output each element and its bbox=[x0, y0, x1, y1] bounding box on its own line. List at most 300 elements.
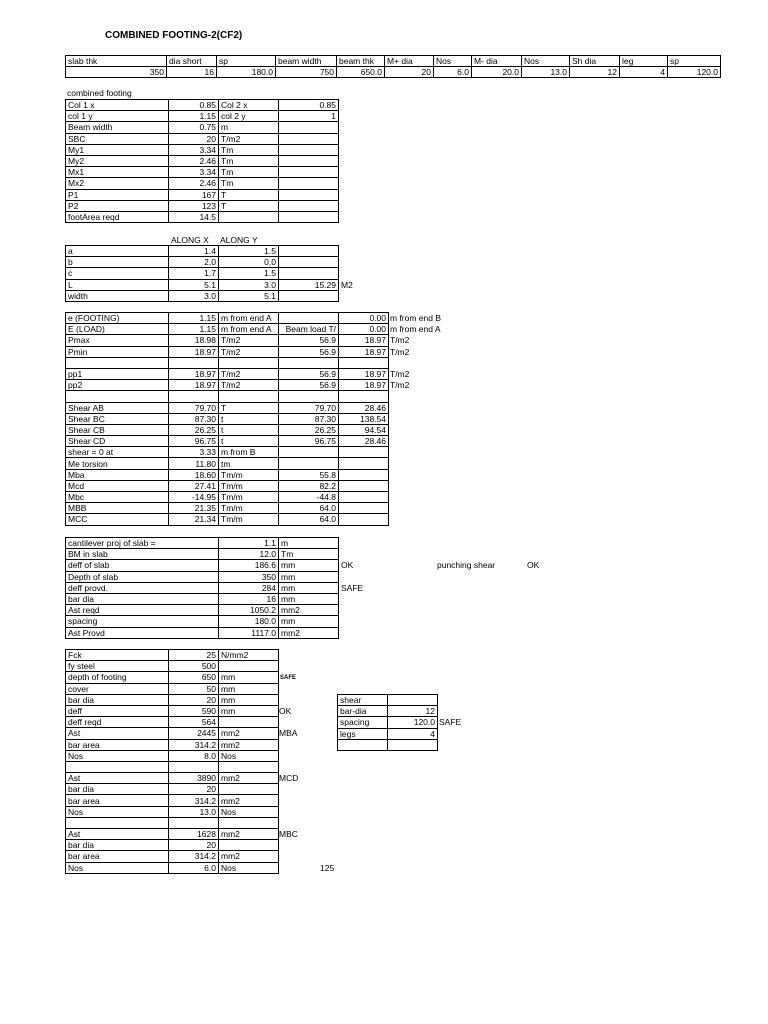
table-cell: bar-dia bbox=[338, 706, 388, 717]
along-y-header: ALONG Y bbox=[220, 235, 258, 245]
table-cell: 94.54 bbox=[339, 424, 389, 435]
table-row bbox=[66, 829, 279, 840]
table-cell bbox=[339, 357, 389, 368]
unit-label: T/m2 bbox=[390, 335, 410, 346]
unit-label: T/m2 bbox=[390, 369, 410, 379]
table-cell: Fck bbox=[66, 650, 169, 661]
table-row bbox=[338, 695, 438, 706]
table-cell: T/m2 bbox=[219, 380, 279, 391]
table-cell: Col 1 x bbox=[66, 100, 169, 111]
table-cell: 21.35 bbox=[169, 503, 219, 514]
table-cell: m from end A bbox=[219, 313, 279, 324]
table-cell: cantilever proj of slab = bbox=[66, 538, 219, 549]
table-cell: bar dia bbox=[66, 593, 219, 604]
table-cell bbox=[219, 840, 279, 851]
table-row bbox=[66, 806, 279, 817]
table-cell: 1628 bbox=[169, 829, 219, 840]
table-row bbox=[338, 706, 438, 717]
table-cell: 11.80 bbox=[169, 458, 219, 469]
table-row bbox=[66, 582, 339, 593]
unit-label: m from end B bbox=[390, 313, 442, 323]
table-cell: 25 bbox=[169, 650, 219, 661]
table-cell bbox=[279, 178, 339, 189]
header-label: slab thk bbox=[66, 56, 167, 67]
combined-footing-caption: combined footing bbox=[67, 88, 132, 98]
table-row bbox=[66, 391, 389, 402]
table-cell: tm bbox=[219, 458, 279, 469]
header-value: 750 bbox=[276, 67, 337, 78]
table-row bbox=[66, 514, 389, 525]
shear-reinforcement-table bbox=[337, 694, 438, 751]
table-cell: 1.15 bbox=[169, 313, 219, 324]
table-cell bbox=[219, 391, 279, 402]
table-cell: 56.9 bbox=[279, 335, 339, 346]
table-cell: 16 bbox=[219, 593, 279, 604]
table-cell: Ast bbox=[66, 728, 169, 739]
table-row bbox=[66, 480, 389, 491]
table-cell bbox=[279, 391, 339, 402]
table-cell: 28.46 bbox=[339, 402, 389, 413]
table-cell: Nos bbox=[219, 750, 279, 761]
table-row bbox=[66, 279, 339, 290]
table-cell: 6.0 bbox=[169, 862, 219, 873]
along-x-header: ALONG X bbox=[171, 235, 209, 245]
table-cell: mm2 bbox=[279, 627, 339, 638]
table-row bbox=[66, 133, 339, 144]
table-cell: BM in slab bbox=[66, 549, 219, 560]
table-cell: 2.0 bbox=[169, 257, 219, 268]
header-value: 12 bbox=[570, 67, 620, 78]
table-cell: L bbox=[66, 279, 169, 290]
table-cell: pp1 bbox=[66, 368, 169, 379]
table-cell: Tm bbox=[219, 155, 279, 166]
table-cell: t bbox=[219, 413, 279, 424]
shear-safe-label: SAFE bbox=[439, 717, 462, 727]
table-row bbox=[66, 503, 389, 514]
table-cell: 50 bbox=[169, 683, 219, 694]
table-cell: 284 bbox=[219, 582, 279, 593]
header-label: beam thk bbox=[337, 56, 385, 67]
table-cell: 5.1 bbox=[219, 290, 279, 301]
table-cell: footArea reqd bbox=[66, 211, 169, 222]
table-row bbox=[66, 268, 339, 279]
table-cell: e (FOOTING) bbox=[66, 313, 169, 324]
table-cell: Nos bbox=[219, 806, 279, 817]
table-cell: 167 bbox=[169, 189, 219, 200]
table-cell: Col 2 x bbox=[219, 100, 279, 111]
table-cell: 20 bbox=[169, 694, 219, 705]
table-cell bbox=[219, 717, 279, 728]
table-cell: -44.8 bbox=[279, 492, 339, 503]
table-cell: T bbox=[219, 189, 279, 200]
table-cell: width bbox=[66, 290, 169, 301]
table-row bbox=[66, 851, 279, 862]
table-cell: m bbox=[279, 538, 339, 549]
table-cell: 2445 bbox=[169, 728, 219, 739]
table-cell: 21.34 bbox=[169, 514, 219, 525]
table-cell: 18.98 bbox=[169, 335, 219, 346]
table-cell: bar area bbox=[66, 739, 169, 750]
table-row bbox=[66, 761, 279, 772]
table-cell: T bbox=[219, 200, 279, 211]
table-cell: 0.00 bbox=[339, 313, 389, 324]
table-cell: P1 bbox=[66, 189, 169, 200]
table-cell: 56.9 bbox=[279, 368, 339, 379]
table-cell: 1.7 bbox=[169, 268, 219, 279]
table-cell bbox=[339, 514, 389, 525]
table-cell bbox=[279, 268, 339, 279]
table-cell: P2 bbox=[66, 200, 169, 211]
table-cell: col 1 y bbox=[66, 111, 169, 122]
table-row bbox=[66, 458, 389, 469]
mba-label: MBA bbox=[279, 728, 298, 738]
table-cell bbox=[279, 458, 339, 469]
table-cell: mm bbox=[279, 582, 339, 593]
table-cell: 186.6 bbox=[219, 560, 279, 571]
table-row bbox=[66, 750, 279, 761]
table-cell: 0.00 bbox=[339, 324, 389, 335]
table-row bbox=[66, 290, 339, 301]
table-cell: spacing bbox=[338, 717, 388, 728]
table-cell: Tm/m bbox=[219, 469, 279, 480]
table-cell: 18.60 bbox=[169, 469, 219, 480]
table-cell: 650 bbox=[169, 672, 219, 683]
table-cell: m from B bbox=[219, 447, 279, 458]
table-cell: 1050.2 bbox=[219, 605, 279, 616]
table-cell: 28.46 bbox=[339, 436, 389, 447]
table-row bbox=[66, 200, 339, 211]
header-labels-row bbox=[66, 56, 721, 67]
table-cell: Ast Provd bbox=[66, 627, 219, 638]
table-cell: 3.0 bbox=[219, 279, 279, 290]
table-cell: Ast bbox=[66, 829, 169, 840]
table-cell: spacing bbox=[66, 616, 219, 627]
table-cell: mm bbox=[279, 616, 339, 627]
unit-label: T/m2 bbox=[390, 380, 410, 391]
table-cell: Tm/m bbox=[219, 492, 279, 503]
table-cell: 26.25 bbox=[169, 424, 219, 435]
table-cell: 3890 bbox=[169, 773, 219, 784]
table-cell bbox=[279, 133, 339, 144]
header-value: 20 bbox=[385, 67, 434, 78]
table-row bbox=[66, 167, 339, 178]
table-cell bbox=[169, 357, 219, 368]
table-cell bbox=[169, 761, 219, 772]
table-cell: 1.1 bbox=[219, 538, 279, 549]
table-cell: deff provd. bbox=[66, 582, 219, 593]
table-cell: 20 bbox=[169, 784, 219, 795]
table-cell: Nos bbox=[66, 862, 169, 873]
table-cell: Shear BC bbox=[66, 413, 169, 424]
table-cell: legs bbox=[338, 728, 388, 739]
table-cell: 18.97 bbox=[339, 368, 389, 379]
table-cell: bar area bbox=[66, 851, 169, 862]
table-cell: 1.4 bbox=[169, 246, 219, 257]
header-label: sp bbox=[217, 56, 276, 67]
table-cell: 0.85 bbox=[279, 100, 339, 111]
table-cell: 56.9 bbox=[279, 346, 339, 357]
table-cell: bar dia bbox=[66, 840, 169, 851]
table-cell: Ast reqd bbox=[66, 605, 219, 616]
deff-ok-label-2: OK bbox=[279, 706, 292, 716]
table-row bbox=[338, 728, 438, 739]
table-cell: col 2 y bbox=[219, 111, 279, 122]
table-cell bbox=[219, 817, 279, 828]
table-cell: Mbc bbox=[66, 492, 169, 503]
table-row bbox=[66, 324, 389, 335]
table-cell: mm2 bbox=[219, 773, 279, 784]
table-row bbox=[66, 155, 339, 166]
table-row bbox=[66, 246, 339, 257]
table-cell: Nos bbox=[219, 862, 279, 873]
table-row bbox=[66, 862, 279, 873]
table-cell: 15.29 bbox=[279, 279, 339, 290]
table-cell bbox=[169, 817, 219, 828]
table-cell: b bbox=[66, 257, 169, 268]
table-cell: 120.0 bbox=[388, 717, 438, 728]
table-cell: 79.70 bbox=[169, 402, 219, 413]
table-row bbox=[66, 402, 389, 413]
number-125: 125 bbox=[320, 863, 335, 873]
table-cell bbox=[279, 211, 339, 222]
table-cell bbox=[219, 357, 279, 368]
table-cell: mm2 bbox=[219, 795, 279, 806]
table-row bbox=[66, 549, 339, 560]
header-label: sp bbox=[668, 56, 721, 67]
table-cell: 20 bbox=[169, 840, 219, 851]
header-value: 16 bbox=[167, 67, 217, 78]
table-cell: Shear AB bbox=[66, 402, 169, 413]
table-row bbox=[66, 616, 339, 627]
header-value: 350 bbox=[66, 67, 167, 78]
table-cell: Beam width bbox=[66, 122, 169, 133]
table-cell bbox=[219, 784, 279, 795]
table-cell: -14.95 bbox=[169, 492, 219, 503]
page-title: COMBINED FOOTING-2(CF2) bbox=[105, 30, 243, 41]
table-cell: 2.46 bbox=[169, 178, 219, 189]
table-cell: 1.5 bbox=[219, 268, 279, 279]
table-row bbox=[66, 413, 389, 424]
header-label: Nos bbox=[434, 56, 472, 67]
table-cell bbox=[219, 661, 279, 672]
table-cell: 3.34 bbox=[169, 144, 219, 155]
table-cell: Nos bbox=[66, 806, 169, 817]
table-cell bbox=[219, 211, 279, 222]
table-row bbox=[66, 593, 339, 604]
table-cell: mm bbox=[279, 560, 339, 571]
table-row bbox=[66, 795, 279, 806]
table-cell: Tm bbox=[219, 167, 279, 178]
punching-ok-label: OK bbox=[527, 560, 540, 570]
table-cell bbox=[219, 761, 279, 772]
table-cell: 26.25 bbox=[279, 424, 339, 435]
table-cell: 27.41 bbox=[169, 480, 219, 491]
table-row bbox=[66, 728, 279, 739]
header-table bbox=[65, 55, 721, 78]
table-cell: 4 bbox=[388, 728, 438, 739]
table-cell: mm bbox=[279, 593, 339, 604]
table-cell: mm bbox=[279, 571, 339, 582]
table-cell: 18.97 bbox=[339, 380, 389, 391]
table-cell bbox=[338, 739, 388, 750]
header-label: M+ dia bbox=[385, 56, 434, 67]
mbc-label: MBC bbox=[279, 829, 298, 839]
header-label: Sh dia bbox=[570, 56, 620, 67]
table-cell bbox=[279, 144, 339, 155]
table-cell: Tm/m bbox=[219, 503, 279, 514]
table-cell: 500 bbox=[169, 661, 219, 672]
header-label: dia short bbox=[167, 56, 217, 67]
table-cell: mm2 bbox=[279, 605, 339, 616]
table-cell: mm bbox=[219, 672, 279, 683]
table-row bbox=[66, 424, 389, 435]
table-cell: shear bbox=[338, 695, 388, 706]
table-cell: N/mm2 bbox=[219, 650, 279, 661]
table-cell: 2.46 bbox=[169, 155, 219, 166]
header-value: 13.0 bbox=[522, 67, 570, 78]
table-cell: 1.15 bbox=[169, 324, 219, 335]
table-cell: 180.0 bbox=[219, 616, 279, 627]
table-cell bbox=[339, 458, 389, 469]
table-cell: m from end A bbox=[219, 324, 279, 335]
table-cell: 20 bbox=[169, 133, 219, 144]
table-row bbox=[66, 211, 339, 222]
table-cell bbox=[339, 492, 389, 503]
table-row bbox=[66, 571, 339, 582]
table-cell bbox=[339, 503, 389, 514]
table-cell: 64.0 bbox=[279, 514, 339, 525]
table-cell bbox=[279, 167, 339, 178]
table-cell bbox=[66, 391, 169, 402]
header-value: 120.0 bbox=[668, 67, 721, 78]
table-cell: deff bbox=[66, 705, 169, 716]
table-cell: MBB bbox=[66, 503, 169, 514]
table-cell: 5.1 bbox=[169, 279, 219, 290]
table-cell: Tm bbox=[219, 144, 279, 155]
table-row bbox=[66, 335, 389, 346]
table-cell bbox=[279, 122, 339, 133]
table-row bbox=[66, 436, 389, 447]
table-cell: Beam load T/ bbox=[279, 324, 339, 335]
table-row bbox=[66, 469, 389, 480]
table-row bbox=[66, 739, 279, 750]
table-cell: 82.2 bbox=[279, 480, 339, 491]
table-row bbox=[66, 817, 279, 828]
table-row bbox=[66, 447, 389, 458]
table-cell: Depth of slab bbox=[66, 571, 219, 582]
table-row bbox=[66, 368, 389, 379]
table-cell: mm2 bbox=[219, 728, 279, 739]
table-row bbox=[66, 605, 339, 616]
table-row bbox=[66, 100, 339, 111]
table-cell: Shear CD bbox=[66, 436, 169, 447]
table-cell: Pmin bbox=[66, 346, 169, 357]
table-cell bbox=[279, 155, 339, 166]
table-cell: T/m2 bbox=[219, 368, 279, 379]
table-row bbox=[66, 144, 339, 155]
table-cell: 138.54 bbox=[339, 413, 389, 424]
table-cell: MCC bbox=[66, 514, 169, 525]
table-cell: T/m2 bbox=[219, 346, 279, 357]
table-cell: Mx2 bbox=[66, 178, 169, 189]
table-row bbox=[66, 357, 389, 368]
table-cell: 14.5 bbox=[169, 211, 219, 222]
table-cell: 314.2 bbox=[169, 795, 219, 806]
table-row bbox=[66, 661, 279, 672]
table-cell bbox=[279, 290, 339, 301]
table-row bbox=[66, 627, 339, 638]
table-cell: Ast bbox=[66, 773, 169, 784]
table-row bbox=[66, 672, 279, 683]
header-label: beam width bbox=[276, 56, 337, 67]
table-row bbox=[66, 178, 339, 189]
footing-analysis-table bbox=[65, 312, 389, 526]
table-cell bbox=[66, 761, 169, 772]
table-cell: 56.9 bbox=[279, 380, 339, 391]
table-cell: shear = 0 at bbox=[66, 447, 169, 458]
table-cell: deff of slab bbox=[66, 560, 219, 571]
table-cell: Mx1 bbox=[66, 167, 169, 178]
table-cell: mm2 bbox=[219, 851, 279, 862]
table-row bbox=[66, 492, 389, 503]
header-label: M- dia bbox=[472, 56, 522, 67]
table-cell: 1.15 bbox=[169, 111, 219, 122]
table-cell: m bbox=[219, 122, 279, 133]
slab-safe-label: SAFE bbox=[341, 583, 364, 593]
table-cell: T/m2 bbox=[219, 133, 279, 144]
table-row bbox=[66, 538, 339, 549]
table-cell: 0.0 bbox=[219, 257, 279, 268]
table-cell bbox=[339, 480, 389, 491]
table-cell bbox=[66, 357, 169, 368]
header-value: 650.0 bbox=[337, 67, 385, 78]
table-cell: My1 bbox=[66, 144, 169, 155]
header-values-row bbox=[66, 67, 721, 78]
mcd-label: MCD bbox=[279, 773, 299, 783]
table-cell: mm2 bbox=[219, 829, 279, 840]
table-cell: 3.0 bbox=[169, 290, 219, 301]
table-row bbox=[66, 705, 279, 716]
table-cell: 3.34 bbox=[169, 167, 219, 178]
table-cell: mm bbox=[219, 705, 279, 716]
table-cell bbox=[279, 189, 339, 200]
table-cell: Tm/m bbox=[219, 480, 279, 491]
table-cell: Mcd bbox=[66, 480, 169, 491]
table-row bbox=[66, 683, 279, 694]
table-cell: 0.75 bbox=[169, 122, 219, 133]
table-cell: Me torsion bbox=[66, 458, 169, 469]
table-cell: E (LOAD) bbox=[66, 324, 169, 335]
table-cell: bar dia bbox=[66, 784, 169, 795]
combined-footing-table bbox=[65, 99, 339, 223]
table-cell: mm2 bbox=[219, 739, 279, 750]
table-cell: Mba bbox=[66, 469, 169, 480]
table-cell: 64.0 bbox=[279, 503, 339, 514]
table-cell: bar dia bbox=[66, 694, 169, 705]
table-row bbox=[66, 122, 339, 133]
unit-label: T/m2 bbox=[390, 346, 410, 357]
table-cell: 55.8 bbox=[279, 469, 339, 480]
punching-shear-label: punching shear bbox=[437, 560, 496, 570]
table-cell: 79.70 bbox=[279, 402, 339, 413]
table-row bbox=[66, 650, 279, 661]
table-cell: 18.97 bbox=[169, 368, 219, 379]
table-cell: 12 bbox=[388, 706, 438, 717]
table-cell bbox=[279, 246, 339, 257]
table-cell bbox=[339, 391, 389, 402]
table-cell: 13.0 bbox=[169, 806, 219, 817]
table-cell: 87.30 bbox=[169, 413, 219, 424]
